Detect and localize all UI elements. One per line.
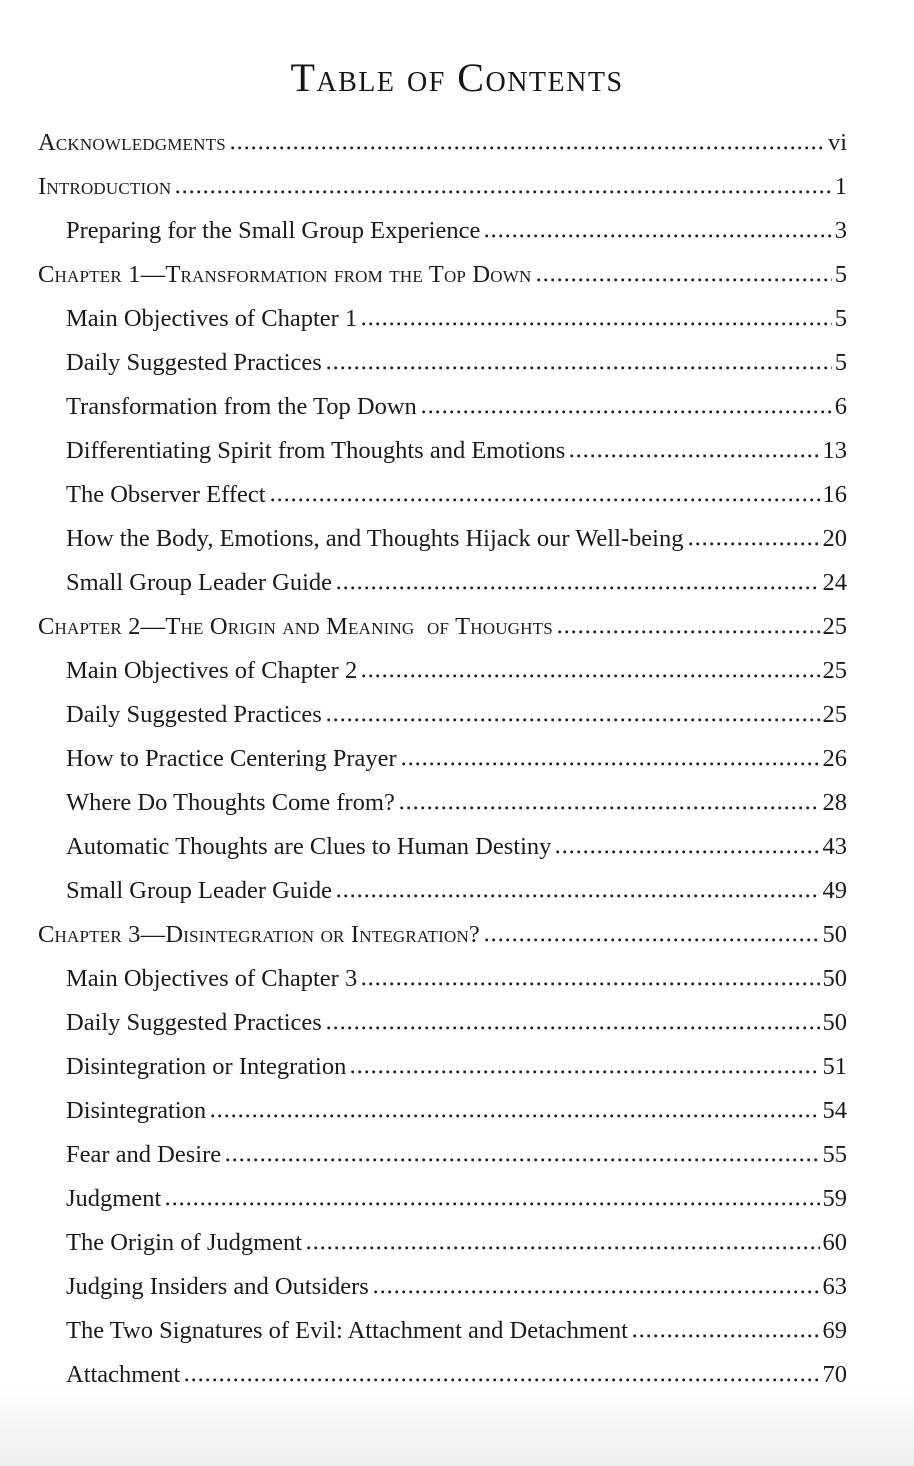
- toc-dot-leader: [327, 718, 820, 722]
- toc-dot-leader: [231, 146, 825, 150]
- toc-dot-leader: [422, 410, 832, 414]
- toc-entry[interactable]: [0, 429, 914, 473]
- toc-dot-leader: [362, 982, 819, 986]
- toc-dot-leader: [307, 1246, 819, 1250]
- toc-entry-label: Introduction: [38, 173, 172, 200]
- toc-entry-page-number: 43: [822, 833, 847, 860]
- toc-entry[interactable]: [0, 1265, 914, 1309]
- toc-entry[interactable]: [0, 297, 914, 341]
- toc-entry-page-number: 49: [822, 877, 847, 904]
- toc-entry-page-number: vi: [827, 129, 847, 156]
- toc-entry-label: The Two Signatures of Evil: Attachment and Detachment: [66, 1317, 628, 1344]
- toc-entry[interactable]: [0, 517, 914, 561]
- toc-entry-page-number: 25: [822, 657, 847, 684]
- toc-entry[interactable]: [0, 957, 914, 1001]
- toc-entry-label: Main Objectives of Chapter 3: [66, 965, 358, 992]
- toc-entry[interactable]: [0, 913, 914, 957]
- toc-dot-leader: [337, 586, 819, 590]
- toc-entry[interactable]: [0, 561, 914, 605]
- table-of-contents: [0, 121, 914, 1397]
- toc-entry-page-number: 5: [834, 261, 847, 288]
- toc-entry[interactable]: [0, 1133, 914, 1177]
- toc-entry-page-number: 28: [822, 789, 847, 816]
- toc-entry-label: The Observer Effect: [66, 481, 266, 508]
- toc-dot-leader: [176, 190, 831, 194]
- toc-dot-leader: [327, 366, 832, 370]
- toc-entry-label: Judging Insiders and Outsiders: [66, 1273, 369, 1300]
- toc-entry-label: Differentiating Spirit from Thoughts and Emotions: [66, 437, 566, 464]
- toc-entry-label: Fear and Desire: [66, 1141, 222, 1168]
- toc-dot-leader: [374, 1290, 820, 1294]
- toc-entry-label: Judgment: [66, 1185, 162, 1212]
- toc-entry-page-number: 54: [822, 1097, 847, 1124]
- toc-entry[interactable]: [0, 1177, 914, 1221]
- toc-entry-label: Preparing for the Small Group Experience: [66, 217, 481, 244]
- toc-dot-leader: [226, 1158, 819, 1162]
- toc-entry[interactable]: [0, 1221, 914, 1265]
- toc-entry-page-number: 69: [822, 1317, 847, 1344]
- toc-entry-page-number: 50: [822, 1009, 847, 1036]
- toc-entry-label: The Origin of Judgment: [66, 1229, 303, 1256]
- toc-entry-label: Disintegration or Integration: [66, 1053, 347, 1080]
- toc-entry-page-number: 59: [822, 1185, 847, 1212]
- toc-entry[interactable]: [0, 165, 914, 209]
- toc-entry[interactable]: [0, 209, 914, 253]
- toc-entry-page-number: 20: [822, 525, 847, 552]
- toc-dot-leader: [570, 454, 819, 458]
- toc-dot-leader: [402, 762, 820, 766]
- toc-dot-leader: [337, 894, 819, 898]
- toc-entry-label: How the Body, Emotions, and Thoughts Hijack our Well-being: [66, 525, 684, 552]
- toc-entry[interactable]: [0, 385, 914, 429]
- toc-dot-leader: [327, 1026, 820, 1030]
- toc-entry-page-number: 24: [822, 569, 847, 596]
- toc-dot-leader: [485, 938, 819, 942]
- toc-entry-label: Transformation from the Top Down: [66, 393, 417, 420]
- toc-entry[interactable]: [0, 121, 914, 165]
- toc-entry[interactable]: [0, 341, 914, 385]
- toc-dot-leader: [485, 234, 831, 238]
- page-title: Table of Contents: [290, 55, 624, 100]
- toc-entry[interactable]: [0, 1045, 914, 1089]
- toc-entry-label: Main Objectives of Chapter 1: [66, 305, 358, 332]
- toc-entry[interactable]: [0, 781, 914, 825]
- toc-dot-leader: [271, 498, 820, 502]
- toc-dot-leader: [537, 278, 832, 282]
- toc-entry-page-number: 26: [822, 745, 847, 772]
- toc-entry-page-number: 3: [834, 217, 847, 244]
- toc-entry-label: Chapter 3—Disintegration or Integration?: [38, 921, 481, 948]
- toc-dot-leader: [558, 630, 820, 634]
- toc-entry-page-number: 51: [822, 1053, 847, 1080]
- toc-entry-page-number: 5: [834, 349, 847, 376]
- toc-dot-leader: [689, 542, 820, 546]
- toc-entry-page-number: 13: [822, 437, 847, 464]
- toc-entry-label: Acknowledgments: [38, 129, 226, 156]
- toc-dot-leader: [211, 1114, 819, 1118]
- toc-entry-page-number: 16: [822, 481, 847, 508]
- toc-entry-label: Small Group Leader Guide: [66, 569, 333, 596]
- toc-dot-leader: [362, 322, 832, 326]
- toc-dot-leader: [556, 850, 819, 854]
- toc-entry-page-number: 50: [822, 965, 847, 992]
- toc-entry-page-number: 60: [822, 1229, 847, 1256]
- toc-dot-leader: [400, 806, 820, 810]
- toc-entry-label: How to Practice Centering Prayer: [66, 745, 397, 772]
- toc-entry[interactable]: [0, 1353, 914, 1397]
- toc-entry-page-number: 6: [834, 393, 847, 420]
- toc-entry-page-number: 70: [822, 1361, 847, 1388]
- toc-entry[interactable]: [0, 605, 914, 649]
- toc-entry-label: Disintegration: [66, 1097, 207, 1124]
- toc-dot-leader: [351, 1070, 819, 1074]
- toc-entry-label: Automatic Thoughts are Clues to Human Destiny: [66, 833, 552, 860]
- toc-entry-label: Daily Suggested Practices: [66, 701, 322, 728]
- toc-entry[interactable]: [0, 649, 914, 693]
- toc-entry-label: Chapter 1—Transformation from the Top Down: [38, 261, 532, 288]
- toc-entry-page-number: 5: [834, 305, 847, 332]
- toc-dot-leader: [166, 1202, 819, 1206]
- toc-entry-label: Daily Suggested Practices: [66, 349, 322, 376]
- toc-entry-page-number: 25: [822, 701, 847, 728]
- toc-entry-label: Where Do Thoughts Come from?: [66, 789, 395, 816]
- toc-entry-page-number: 63: [822, 1273, 847, 1300]
- toc-entry-page-number: 55: [822, 1141, 847, 1168]
- toc-entry-page-number: 1: [834, 173, 847, 200]
- toc-entry-label: Attachment: [66, 1361, 181, 1388]
- toc-entry[interactable]: [0, 1001, 914, 1045]
- toc-entry-label: Chapter 2—The Origin and Meaning of Thoughts: [38, 613, 553, 640]
- toc-dot-leader: [633, 1334, 820, 1338]
- toc-entry[interactable]: [0, 825, 914, 869]
- toc-entry-label: Main Objectives of Chapter 2: [66, 657, 358, 684]
- toc-entry[interactable]: [0, 473, 914, 517]
- toc-dot-leader: [362, 674, 819, 678]
- toc-entry[interactable]: [0, 737, 914, 781]
- toc-entry[interactable]: [0, 1089, 914, 1133]
- toc-entry-label: Small Group Leader Guide: [66, 877, 333, 904]
- toc-entry-label: Daily Suggested Practices: [66, 1009, 322, 1036]
- toc-entry-page-number: 25: [822, 613, 847, 640]
- toc-entry[interactable]: [0, 1309, 914, 1353]
- toc-entry[interactable]: [0, 693, 914, 737]
- toc-entry[interactable]: [0, 869, 914, 913]
- toc-entry[interactable]: [0, 253, 914, 297]
- toc-entry-page-number: 50: [822, 921, 847, 948]
- toc-dot-leader: [185, 1378, 819, 1382]
